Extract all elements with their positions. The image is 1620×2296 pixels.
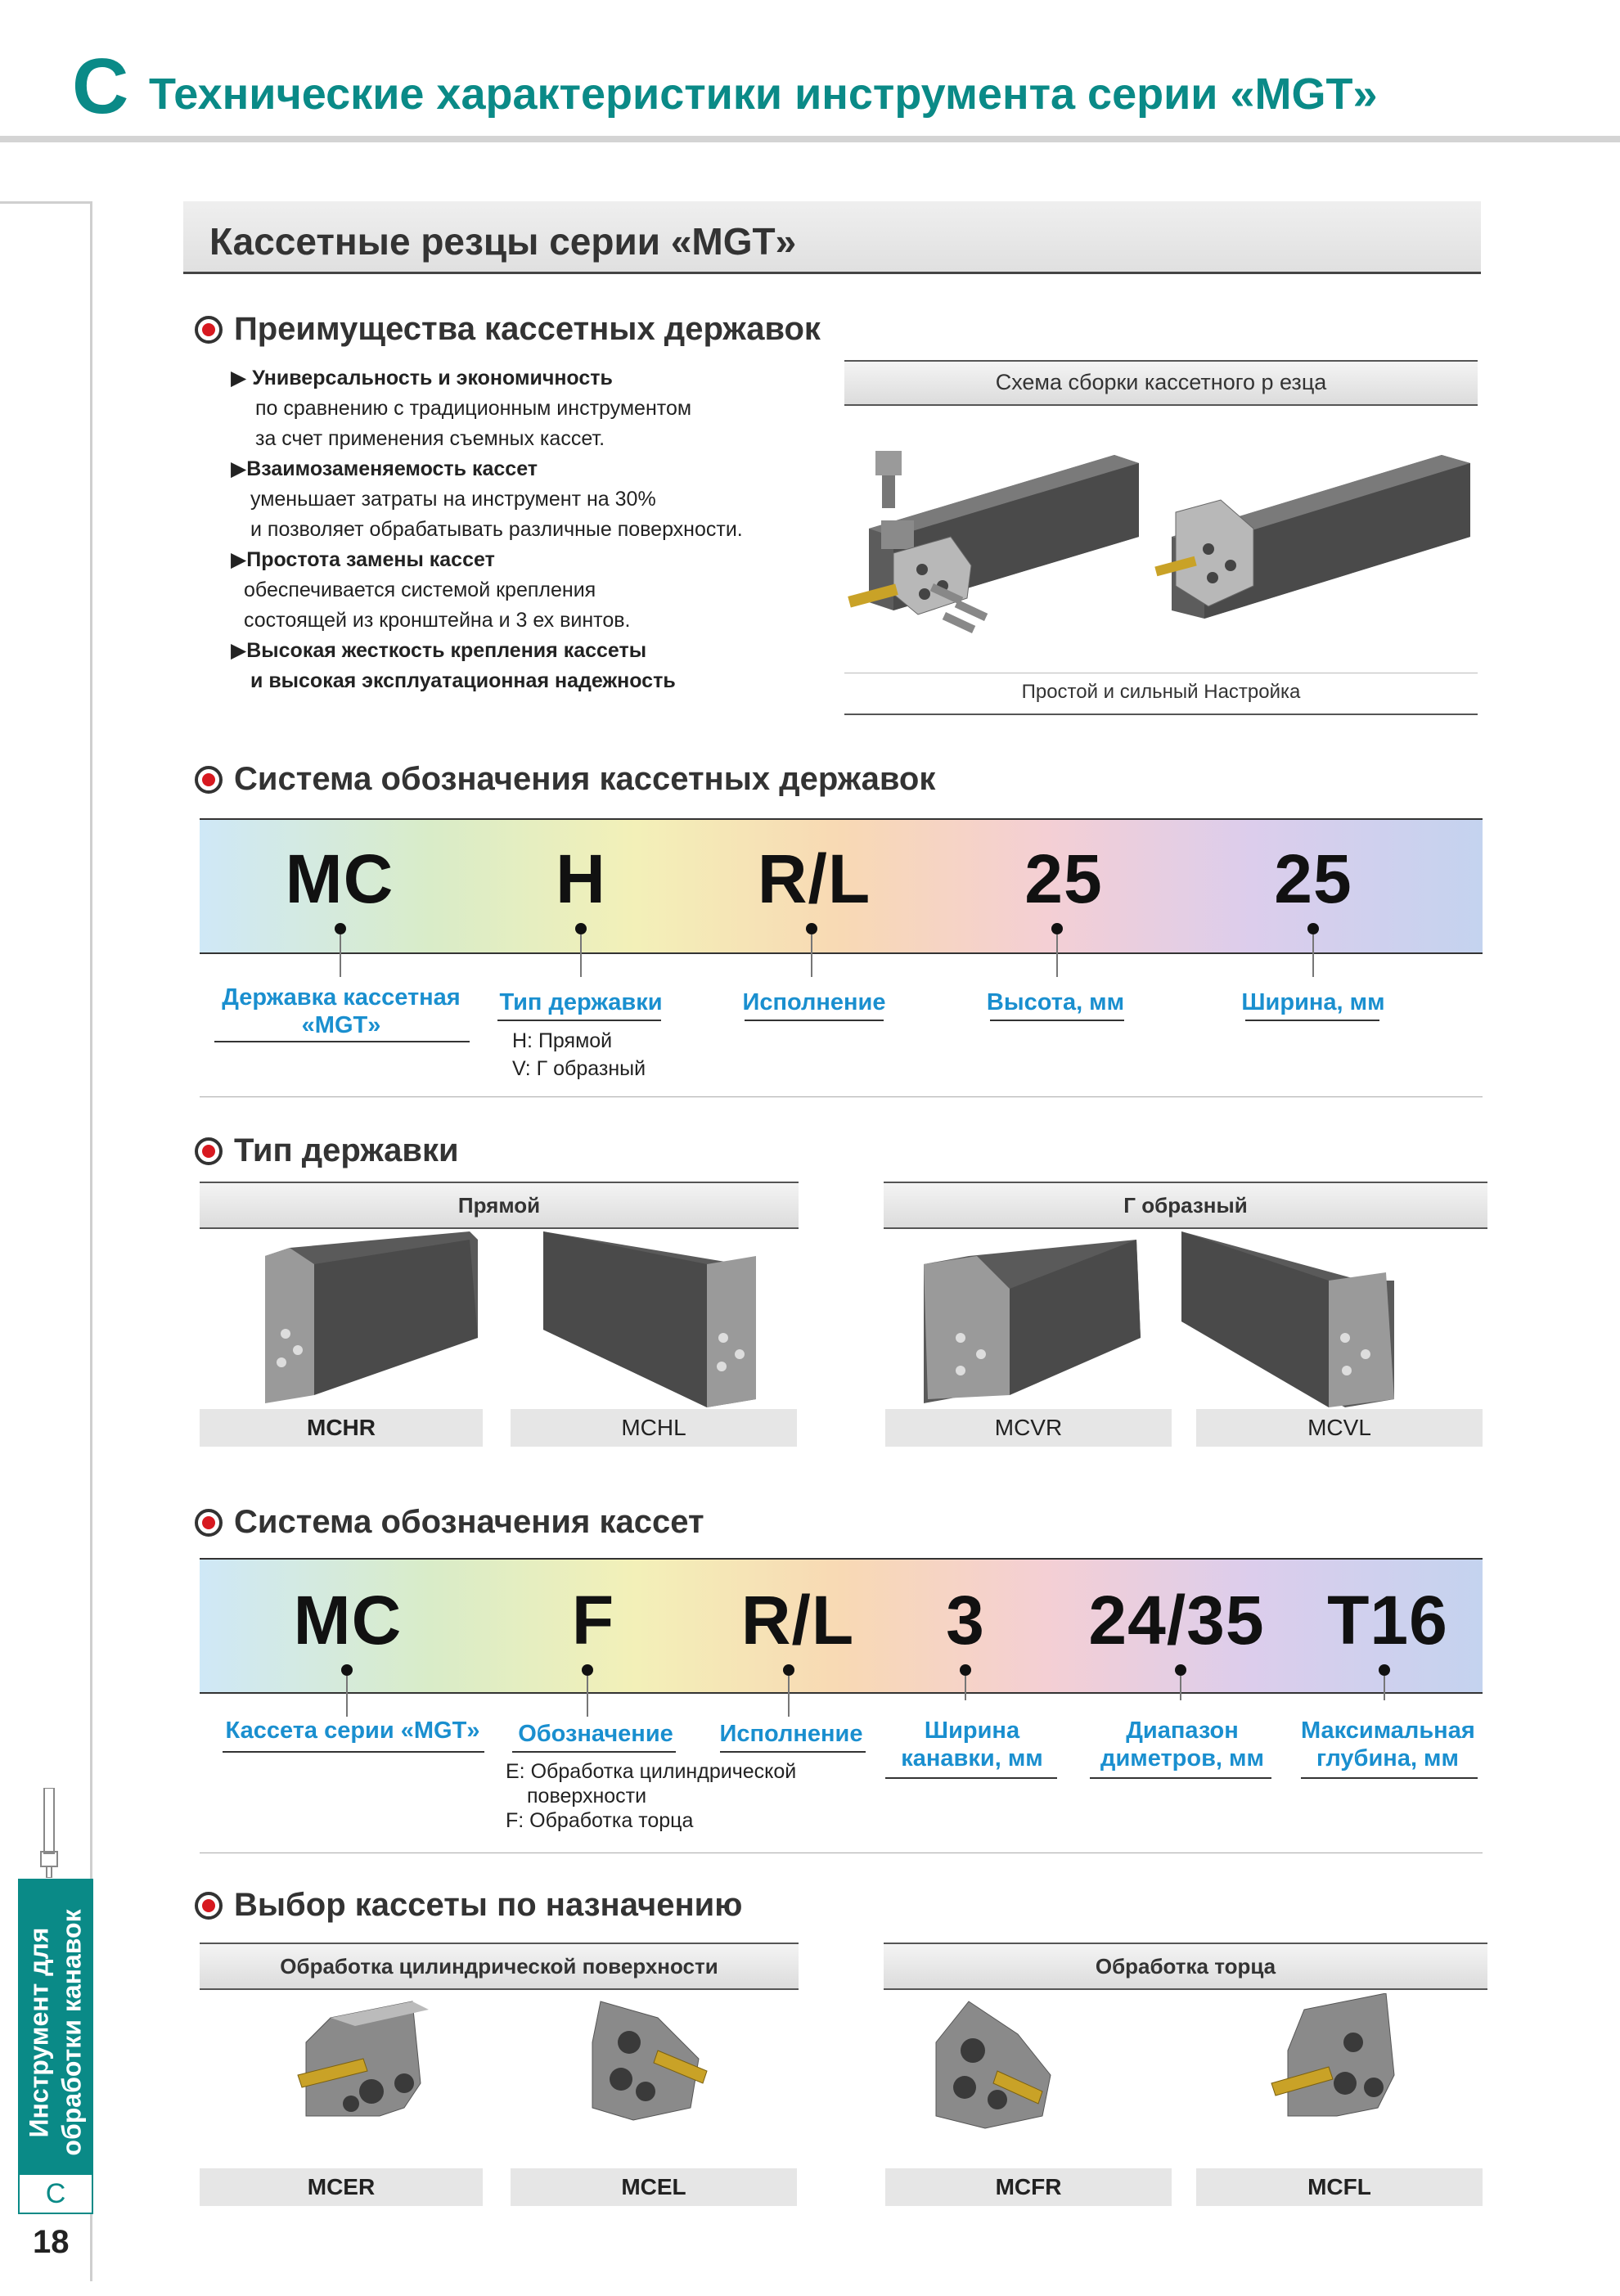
section-banner-title: Кассетные резцы серии «MGT»	[209, 220, 797, 263]
holder-mchl-image	[543, 1231, 756, 1407]
model-label-mchl: MCHL	[511, 1409, 797, 1447]
marker-dot	[335, 923, 346, 934]
page-title: Технические характеристики инструмента серии «MGT»	[149, 70, 1378, 119]
marker-dot	[783, 1664, 794, 1676]
arrow-icon: ▶	[231, 367, 247, 389]
holder-label-width: Ширина, мм	[1241, 989, 1385, 1015]
cassette-selection-heading-text: Выбор кассеты по назначению	[234, 1887, 743, 1923]
marker-dot	[575, 923, 587, 934]
cassette-label-width: Ширина канавки, мм	[901, 1717, 1043, 1772]
model-label-mcel: MCEL	[511, 2168, 797, 2206]
holder-designation-heading-text: Система обозначения кассетных державок	[234, 761, 936, 797]
model-label-mcvr: MCVR	[885, 1409, 1172, 1447]
cassette-mcer-image	[298, 2001, 429, 2116]
cassette-code-depth: T16	[1327, 1582, 1448, 1659]
label-underline	[214, 1041, 470, 1042]
assembly-figure-image	[844, 422, 1478, 668]
arrow-icon: ▶	[231, 548, 247, 571]
holder-label-height: Высота, мм	[986, 989, 1125, 1015]
cassette-mcfl-image	[1271, 1993, 1394, 2116]
label-underline	[1245, 1020, 1379, 1021]
leader-line	[580, 934, 582, 977]
bullet-target-icon	[195, 766, 223, 794]
cassette-label-type: Обозначение	[518, 1721, 673, 1747]
label-underline	[1090, 1777, 1271, 1779]
cassette-designation-heading-text: Система обозначения кассет	[234, 1504, 704, 1540]
holder-label-series: Державка кассетная «MGT»	[222, 984, 461, 1038]
bullet-target-icon	[195, 1892, 223, 1920]
leader-line	[788, 1676, 790, 1717]
cylindrical-header: Обработка цилиндрической поверхности	[200, 1943, 799, 1990]
label-underline	[745, 1020, 884, 1021]
leader-line	[340, 934, 341, 977]
cassette-label-hand: Исполнение	[719, 1721, 863, 1747]
holder-code-series: MC	[285, 840, 394, 917]
marker-dot	[1307, 923, 1319, 934]
marker-dot	[806, 923, 817, 934]
leader-line	[587, 1676, 588, 1717]
marker-dot	[341, 1664, 353, 1676]
cassette-mcfr-image	[936, 2001, 1051, 2128]
holder-code-type: H	[556, 840, 606, 917]
marker-dot	[960, 1664, 971, 1676]
label-underline	[990, 1020, 1124, 1021]
advantage-title: Простота замены кассет	[246, 548, 495, 571]
grooving-tool-icon	[33, 1788, 65, 1878]
advantage-line: за счет применения съемных кассет.	[255, 427, 605, 450]
holder-mchr-image	[265, 1231, 478, 1403]
marker-dot	[1051, 923, 1063, 934]
leader-line	[346, 1676, 348, 1717]
model-label-mcfr: MCFR	[885, 2168, 1172, 2206]
advantage-line: и высокая эксплуатационная надежность	[250, 669, 676, 692]
holder-code-height: 25	[1024, 840, 1103, 917]
holder-label-hand: Исполнение	[742, 989, 886, 1015]
chapter-letter: C	[72, 43, 129, 130]
leader-line	[1056, 934, 1058, 977]
cassette-label-diameter: Диапазон диметров, мм	[1100, 1717, 1264, 1772]
marker-dot	[1175, 1664, 1186, 1676]
label-underline	[720, 1751, 866, 1753]
arrow-icon: ▶	[231, 639, 247, 662]
cassette-note-e: E: Обработка цилиндрической	[506, 1760, 797, 1783]
cassette-selection-heading	[195, 1887, 742, 1924]
advantage-title: Высокая жесткость крепления кассеты	[246, 639, 647, 662]
model-label-mcfl: MCFL	[1196, 2168, 1483, 2206]
margin-rule-top	[0, 201, 92, 204]
side-tab-line2: обработки канавок	[57, 1908, 88, 2156]
holder-code-hand: R/L	[757, 840, 871, 917]
cassette-label-depth: Максимальная глубина, мм	[1301, 1717, 1475, 1772]
model-label-mchr: MCHR	[200, 1409, 483, 1447]
cassette-notes	[506, 1759, 796, 1833]
holder-mcvr-image	[924, 1240, 1141, 1403]
cassette-code-series: MC	[293, 1582, 403, 1659]
model-label-mcvl: MCVL	[1196, 1409, 1483, 1447]
holder-mcvl-image	[1181, 1231, 1394, 1407]
advantage-line: уменьшает затраты на инструмент на 30%	[250, 488, 656, 511]
label-underline	[497, 1020, 661, 1021]
holder-type-heading-text: Тип державки	[234, 1132, 459, 1168]
marker-dot	[582, 1664, 593, 1676]
section-rule	[200, 1096, 1483, 1097]
advantage-line: обеспечивается системой крепления	[244, 579, 596, 601]
figure-rule-bottom	[844, 714, 1478, 715]
bullet-target-icon	[195, 1509, 223, 1537]
header-rule	[0, 136, 1620, 142]
holder-label-type: Тип державки	[499, 989, 663, 1015]
advantage-line: по сравнению с традиционным инструментом	[255, 397, 692, 420]
cassette-mcel-image	[592, 2001, 707, 2120]
assembly-figure-title: Схема сборки кассетного р езца	[844, 360, 1478, 406]
cassette-note-e-cont: поверхности	[527, 1785, 647, 1808]
cassette-designation-heading	[195, 1504, 704, 1541]
holder-type-angled-header: Г образный	[884, 1182, 1487, 1229]
label-underline	[1301, 1777, 1478, 1779]
advantages-heading-text: Преимущества кассетных державок	[234, 311, 821, 347]
advantage-title: Взаимозаменяемость кассет	[246, 457, 538, 480]
holder-type-images	[200, 1231, 1487, 1407]
advantage-line: состоящей из кронштейна и 3 ех винтов.	[244, 609, 631, 632]
advantage-title: Универсальность и экономичность	[252, 367, 613, 389]
face-header: Обработка торца	[884, 1943, 1487, 1990]
cassette-code-type: F	[571, 1582, 615, 1659]
leader-line	[811, 934, 812, 977]
advantage-line: и позволяет обрабатывать различные поверхности.	[250, 518, 743, 541]
cassette-selection-images	[200, 1993, 1487, 2172]
advantages-heading	[195, 311, 821, 348]
leader-line	[1384, 1676, 1385, 1700]
holder-type-straight-header: Прямой	[200, 1182, 799, 1229]
model-label-mcer: MCER	[200, 2168, 483, 2206]
leader-line	[1180, 1676, 1181, 1700]
cassette-code-hand: R/L	[740, 1582, 855, 1659]
leader-line	[965, 1676, 966, 1700]
label-underline	[512, 1751, 676, 1753]
holder-code-width: 25	[1274, 840, 1352, 917]
bullet-target-icon	[195, 316, 223, 344]
cassette-note-f: F: Обработка торца	[506, 1809, 694, 1832]
holder-note-straight: H: Прямой	[512, 1029, 613, 1052]
holder-type-heading	[195, 1132, 459, 1169]
chapter-side-tab-label	[18, 1879, 93, 2186]
bullet-target-icon	[195, 1137, 223, 1165]
leader-line	[1312, 934, 1314, 977]
cassette-label-series: Кассета серии «MGT»	[225, 1717, 480, 1744]
holder-note-angled: V: Г образный	[512, 1057, 646, 1080]
page-number: 18	[33, 2224, 70, 2260]
side-tab-line1: Инструмент для	[25, 1927, 55, 2137]
cassette-code-width: 3	[946, 1582, 985, 1659]
chapter-side-letter: C	[18, 2173, 93, 2214]
cassette-code-diameter: 24/35	[1088, 1582, 1265, 1659]
assembly-figure-caption: Простой и сильный Настройка	[1021, 681, 1301, 703]
advantages-list	[231, 363, 743, 696]
label-underline	[223, 1751, 484, 1753]
holder-designation-heading	[195, 761, 935, 798]
arrow-icon: ▶	[231, 457, 247, 480]
label-underline	[885, 1777, 1057, 1779]
marker-dot	[1379, 1664, 1390, 1676]
